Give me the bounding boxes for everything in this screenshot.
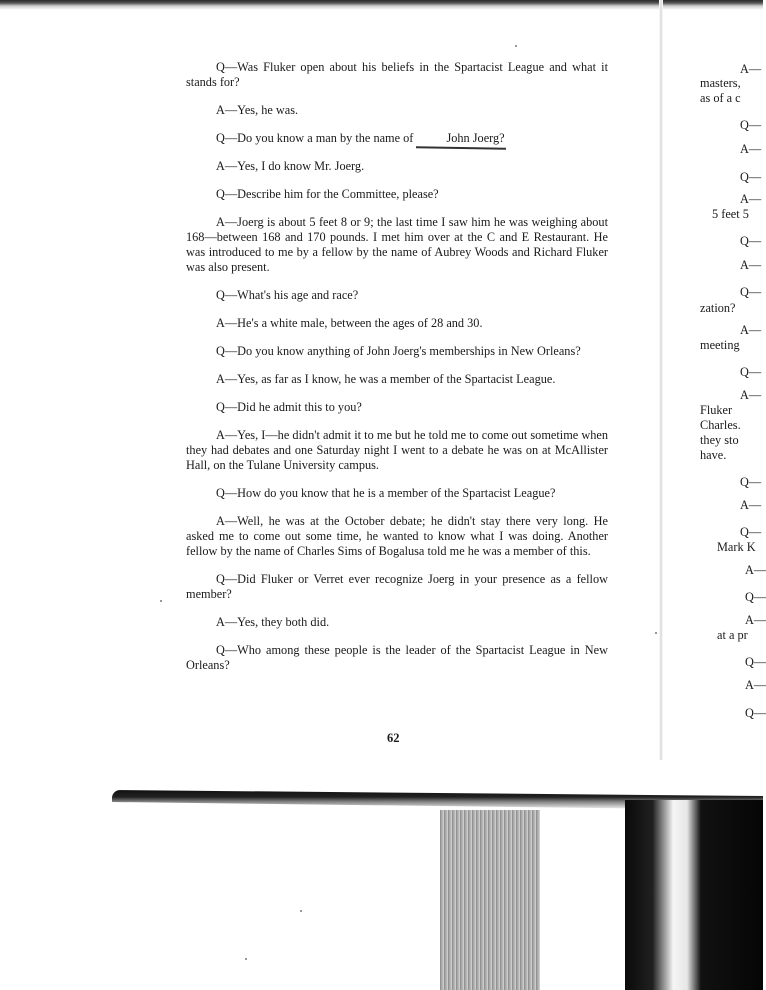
right-fragment: Q—: [745, 655, 766, 669]
right-fragment: A—: [740, 498, 762, 512]
book-gutter-shadow: [625, 800, 763, 990]
paragraph: A—Yes, I do know Mr. Joerg.: [216, 159, 365, 173]
right-fragment: A—: [740, 258, 762, 272]
right-fragment: Q—: [740, 525, 762, 539]
right-fragment: Q—: [740, 118, 762, 132]
joerg-question-prefix: Q—Do you know a man by the name of: [216, 131, 417, 145]
right-fragment: Q—: [740, 234, 762, 248]
right-fragment: A—: [740, 62, 762, 76]
right-fragment: A—: [740, 388, 762, 402]
paragraph: A—He's a white male, between the ages of 28 and 30.: [216, 316, 483, 330]
scan-speck: [515, 45, 517, 47]
scan-artifact: [440, 810, 540, 990]
right-fragment: Q—: [745, 706, 766, 720]
paragraph: A—Yes, as far as I know, he was a member of the Spartacist League.: [216, 372, 556, 386]
right-fragment: masters,: [700, 76, 741, 90]
paragraph: A—Yes, they both did.: [216, 615, 330, 629]
paragraph: Q—Did Fluker or Verret ever recognize Joerg in your presence as a fellow member?: [186, 572, 608, 601]
right-fragment: Q—: [740, 285, 762, 299]
left-page-text: [186, 60, 608, 686]
paragraph: Q—How do you know that he is a member of the Spartacist League?: [216, 486, 556, 500]
right-fragment: A—: [740, 192, 762, 206]
right-fragment: A—: [745, 563, 766, 577]
right-fragment: Q—: [740, 170, 762, 184]
right-fragment: Mark K: [717, 540, 756, 554]
paragraph: Q—What's his age and race?: [216, 288, 359, 302]
paragraph: Q—Was Fluker open about his beliefs in the Spartacist League and what it stands for?: [186, 60, 608, 89]
right-fragment: at a pr: [717, 628, 748, 642]
right-fragment: Q—: [740, 365, 762, 379]
scan-speck: [655, 632, 657, 634]
paragraph: A—Yes, he was.: [216, 103, 299, 117]
paragraph: A—Well, he was at the October debate; he didn't stay there very long. He asked me to come out some time, he wanted to know what I was doing. Another fellow by the name of Charles Sims of Bogalusa told me he was a member of this.: [186, 514, 608, 558]
right-fragment: zation?: [700, 301, 736, 315]
right-fragment: as of a c: [700, 91, 741, 105]
right-fragment: have.: [700, 448, 727, 462]
right-fragment: A—: [740, 323, 762, 337]
scan-speck: [160, 600, 162, 602]
scan-speck: [245, 958, 247, 960]
right-fragment: 5 feet 5: [712, 207, 749, 221]
right-fragment: A—: [740, 142, 762, 156]
book-spine: [659, 0, 663, 760]
right-fragment: A—: [745, 678, 766, 692]
paragraph: Q—Do you know anything of John Joerg's memberships in New Orleans?: [216, 344, 581, 358]
paragraph: Q—Who among these people is the leader of the Spartacist League in New Orleans?: [186, 643, 608, 672]
paragraph-joerg-question: [186, 131, 608, 146]
right-fragment: they sto: [700, 433, 739, 447]
right-fragment: Charles.: [700, 418, 741, 432]
paragraph: A—Joerg is about 5 feet 8 or 9; the last time I saw him he was weighing about 168—between 168 and 170 pounds. I met him over at the C and E Restaurant. He was introduced to me by a fellow by the name of Aubrey Woods and Richard Fluker was also present.: [186, 215, 608, 274]
paragraph: Q—Describe him for the Committee, please?: [216, 187, 439, 201]
paragraph: A—Yes, I—he didn't admit it to me but he told me to come out sometime when they had debates and one Saturday night I went to a debate he was on at McAllister Hall, on the Tulane University campus.: [186, 428, 608, 472]
scan-speck: [300, 910, 302, 912]
right-fragment: A—: [745, 613, 766, 627]
book-top-edge: [0, 0, 763, 10]
right-fragment: Q—: [745, 590, 766, 604]
underlined-name: John Joerg?: [416, 131, 504, 146]
right-fragment: meeting: [700, 338, 740, 352]
paragraph: Q—Did he admit this to you?: [216, 400, 362, 414]
right-fragment: Fluker: [700, 403, 733, 417]
right-fragment: Q—: [740, 475, 762, 489]
page-number: 62: [387, 731, 400, 745]
